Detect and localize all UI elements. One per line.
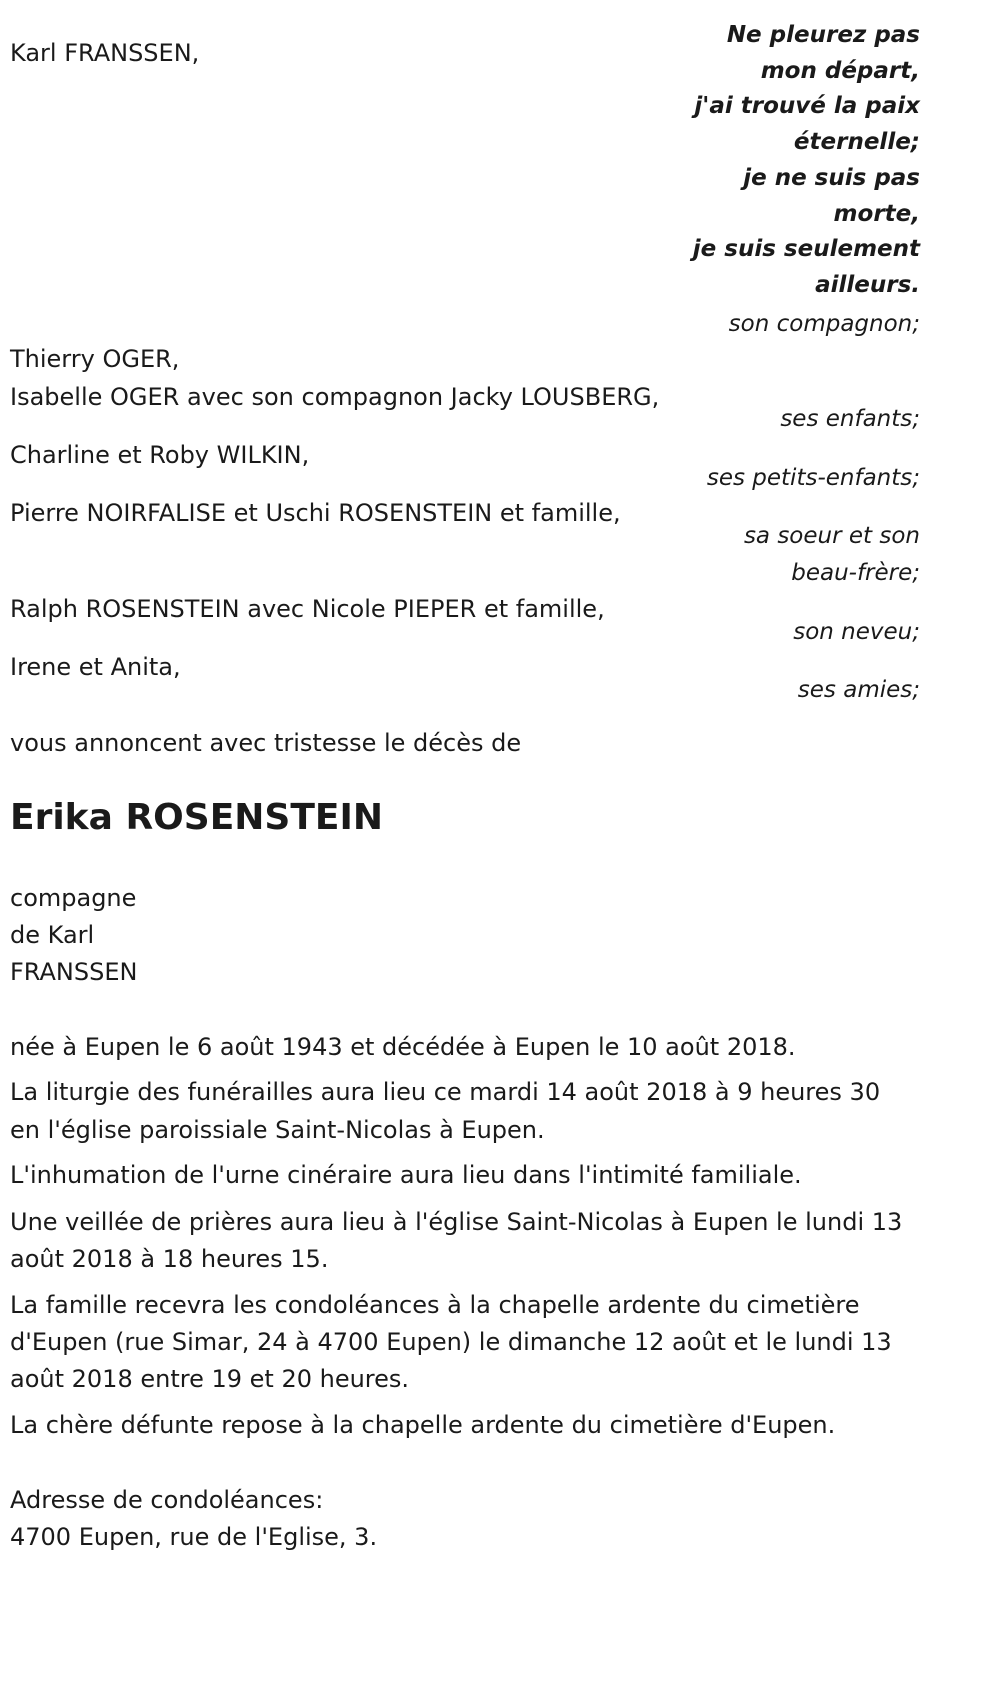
- birth-death-text: née à Eupen le 6 août 1943 et décédée à Eupen le 10 août 2018.: [10, 1033, 796, 1061]
- condolences-text-2: d'Eupen (rue Simar, 24 à 4700 Eupen) le dimanche 12 août et le lundi 13: [10, 1328, 892, 1356]
- poem-line: mon départ,: [760, 57, 920, 84]
- nephew-name: Ralph ROSENSTEIN avec Nicole PIEPER et famille,: [10, 595, 605, 623]
- vigil-text-1: Une veillée de prières aura lieu à l'église Saint-Nicolas à Eupen le lundi 13: [10, 1208, 903, 1236]
- poem-line: éternelle;: [793, 129, 920, 156]
- poem-line: ailleurs.: [815, 271, 920, 298]
- sister-role-2: beau-frère;: [791, 560, 920, 586]
- announcement-text: vous annoncent avec tristesse le décès de: [10, 729, 522, 757]
- poem-line: morte,: [833, 200, 920, 227]
- rest-text: La chère défunte repose à la chapelle ardente du cimetière d'Eupen.: [10, 1411, 836, 1439]
- grandchildren-name: Charline et Roby WILKIN,: [10, 441, 310, 469]
- poem-line: je ne suis pas: [743, 164, 920, 191]
- sister-name: Pierre NOIRFALISE et Uschi ROSENSTEIN et famille,: [10, 499, 621, 527]
- relation-line: compagne: [10, 884, 137, 912]
- poem-line: j'ai trouvé la paix: [694, 93, 920, 120]
- burial-text: L'inhumation de l'urne cinéraire aura lieu dans l'intimité familiale.: [10, 1161, 802, 1189]
- nephew-role: son neveu;: [793, 619, 920, 645]
- address-value: 4700 Eupen, rue de l'Eglise, 3.: [10, 1523, 378, 1551]
- sister-role-1: sa soeur et son: [743, 523, 920, 549]
- grandchildren-role: ses petits-enfants;: [706, 465, 920, 491]
- companion-role: son compagnon;: [728, 311, 920, 337]
- friends-name: Irene et Anita,: [10, 653, 181, 681]
- funeral-text-1: La liturgie des funérailles aura lieu ce mardi 14 août 2018 à 9 heures 30: [10, 1078, 881, 1106]
- funeral-text-2: en l'église paroissiale Saint-Nicolas à Eupen.: [10, 1116, 545, 1144]
- children-name-1: Thierry OGER,: [10, 345, 180, 373]
- vigil-text-2: août 2018 à 18 heures 15.: [10, 1245, 329, 1273]
- poem: [620, 18, 920, 304]
- deceased-name: Erika ROSENSTEIN: [10, 797, 384, 838]
- poem-line: Ne pleurez pas: [726, 22, 920, 48]
- friends-role: ses amies;: [797, 677, 920, 703]
- condolences-text-3: août 2018 entre 19 et 20 heures.: [10, 1365, 410, 1393]
- children-name-2: Isabelle OGER avec son compagnon Jacky LOUSBERG,: [10, 383, 660, 411]
- relation-line: de Karl: [10, 921, 95, 949]
- children-role: ses enfants;: [780, 406, 920, 432]
- companion-name: Karl FRANSSEN,: [10, 39, 200, 67]
- condolences-text-1: La famille recevra les condoléances à la chapelle ardente du cimetière: [10, 1291, 860, 1319]
- relation-line: FRANSSEN: [10, 958, 138, 986]
- address-label: Adresse de condoléances:: [10, 1486, 324, 1514]
- poem-line: je suis seulement: [692, 236, 920, 263]
